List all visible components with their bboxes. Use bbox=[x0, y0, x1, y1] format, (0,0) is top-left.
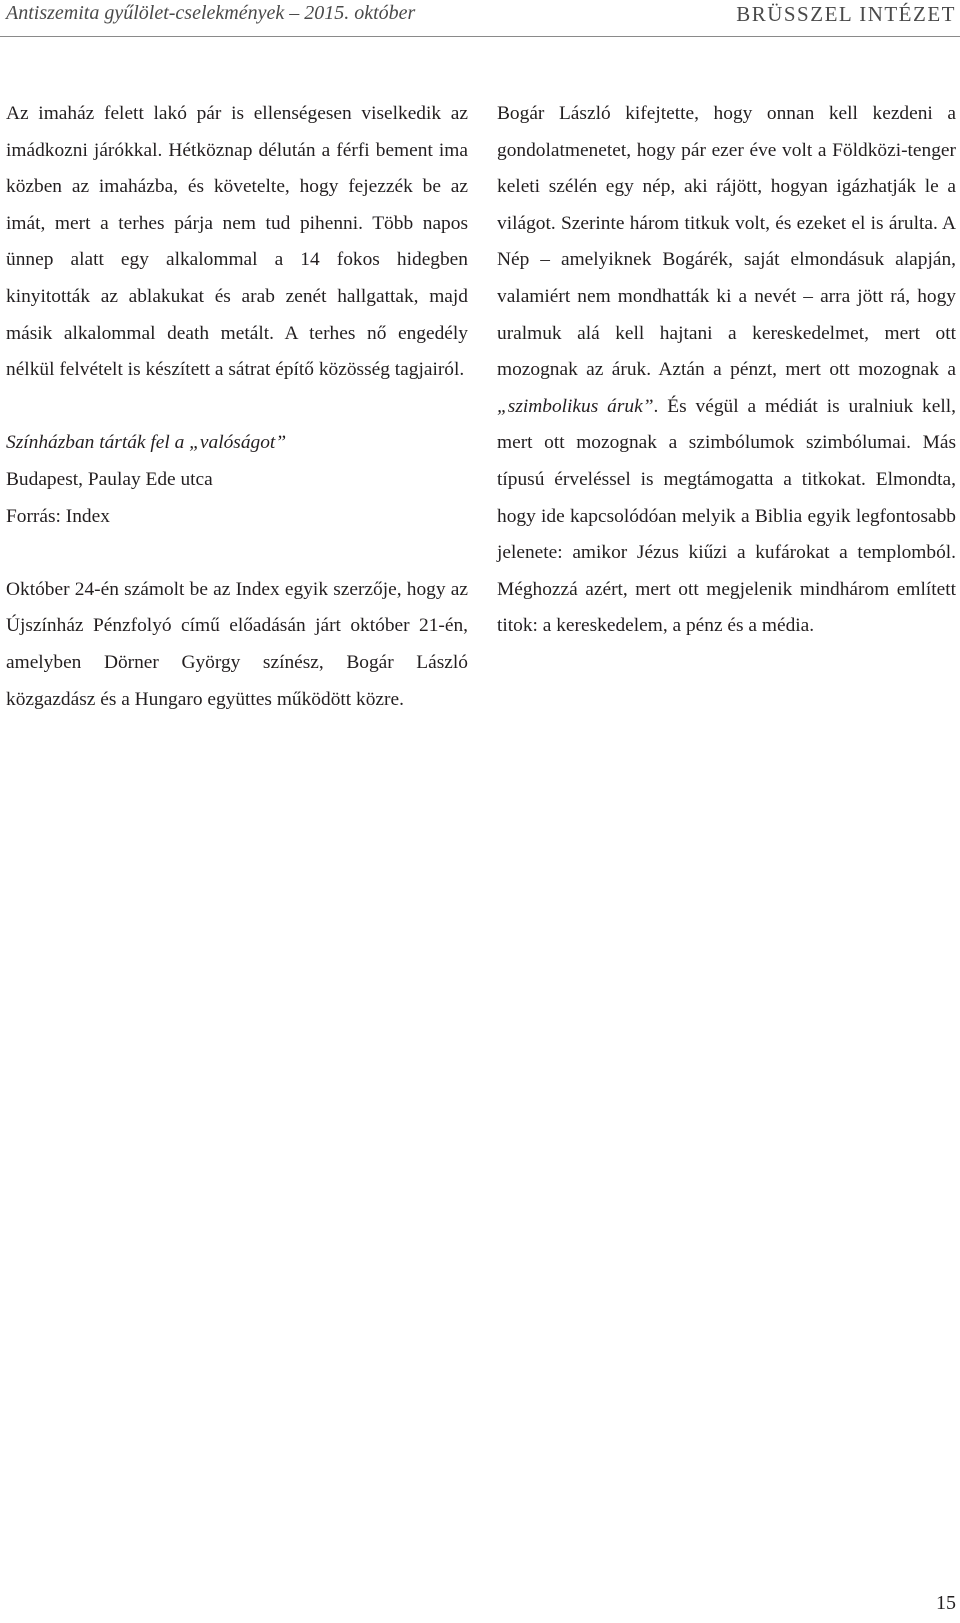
body-paragraph: Október 24-én számolt be az Index egyik szerzője, hogy az Újszínház Pénzfolyó című előadásán járt október 21-én, amelyben Dörner György színész, Bogár László közgazdász és a Hungaro együttes működött közre. bbox=[6, 578, 468, 710]
paragraph-spacer bbox=[6, 535, 468, 572]
incident-location: Budapest, Paulay Ede utca bbox=[6, 468, 213, 490]
paragraph-text-end: . És végül a médiát is uralniuk kell, mert ott mozognak a szimbólumok szimbólumai. Más típusú érveléssel is megtámogatta a titkokat. Elmondta, hogy ide kapcsolódóan melyik a Biblia egyik legfontosabb jelenete: amikor Jézus kiűzi a kufárokat a templomból. Méghozzá azért, mert ott megjelenik mindhárom említett titok: a kereskedelem, a pénz és a média. bbox=[497, 395, 956, 637]
left-text-column bbox=[6, 96, 468, 718]
body-paragraph bbox=[497, 96, 956, 645]
incident-source: Forrás: Index bbox=[6, 505, 110, 527]
right-text-column bbox=[497, 96, 956, 645]
paragraph-text-start: Bogár László kifejtette, hogy onnan kell kezdeni a gondolatmenetet, hogy pár ezer éve volt a Földközi-tenger keleti szélén egy nép, aki rájött, hogyan igázhatják le a világot. Szerinte három titkuk volt, és ezeket el is árulta. A Nép – amelyiknek Bogárék, saját elmondásuk alapján, valamiért nem mondhatták ki a nevét – arra jött rá, hogy uralmuk alá kell hajtani a kereskedelmet, mert ott mozognak az áruk. Aztán a pénzt, mert ott mozognak a bbox=[497, 103, 956, 381]
body-paragraph: Az imaház felett lakó pár is ellenségesen viselkedik az imádkozni járókkal. Hétköznap délután a férfi bement ima közben az imaházba, és követelte, hogy fejezzék be az imát, mert a terhes párja nem tud pihenni. Több napos ünnep alatt egy alkalommal a 14 fokos hidegben kinyitották az ablakukat és arab zenét hallgattak, majd másik alkalommal death metált. A terhes nő engedély nélkül felvételt is készített a sátrat építő közösség tagjairól. bbox=[6, 103, 468, 381]
page-number: 15 bbox=[936, 1592, 956, 1614]
emphasized-phrase: „szimbolikus áruk” bbox=[497, 395, 654, 417]
header-organization-name: BRÜSSZEL INTÉZET bbox=[736, 2, 956, 26]
running-header bbox=[0, 0, 960, 37]
incident-title: Színházban tárták fel a „valóságot” bbox=[6, 432, 287, 454]
paragraph-spacer bbox=[6, 389, 468, 426]
header-publication-title: Antiszemita gyűlölet-cselekmények – 2015. október bbox=[6, 2, 416, 24]
